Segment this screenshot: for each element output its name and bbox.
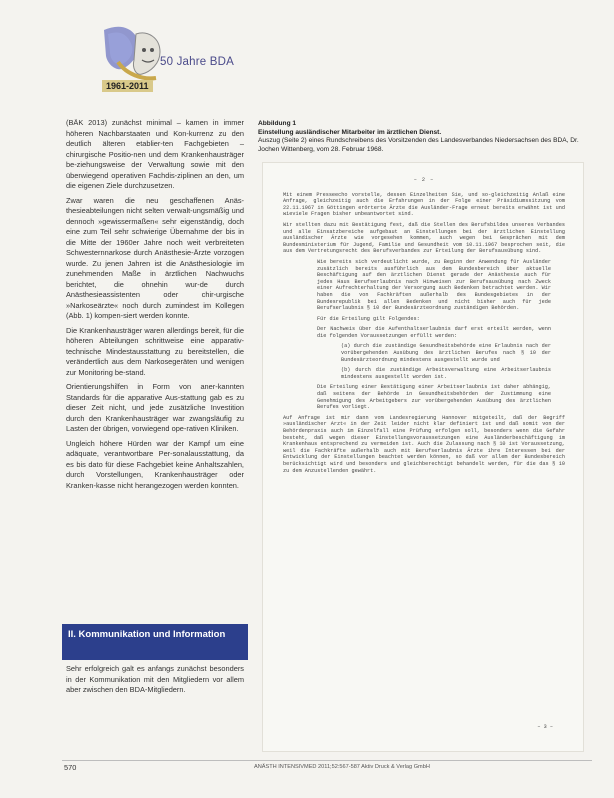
scanned-letter — [262, 162, 584, 752]
letter-quote: Für die Erteilung gilt Folgendes: — [317, 315, 420, 322]
letter-paragraph: Wir stellten dazu mit Bestätigung fest, daß die Stellen des Berufsbildes unseres Verbandes und alle Einsatzbereiche aufgebaut an Einstellungen bei der ärztlichen Einstellung ausländischer Ärzte wie vorgesehen kommen, auch wegen bei Gesprächen mit dem Bundesministerium für Jugend, Familie und Gesundheit vom 10.11.1967 besprochen seit, die aus dem Vertretungsrecht des Berufsverbandes zur Erteilung der Berufsausübung sind. — [283, 221, 565, 255]
letter-quote: Die Erteilung einer Bestätigung einer Arbeitserlaubnis ist daher abhängig, daß seitens der Behörde in Gesundheitsbehörden der Zustimmung eine Genehmigung des Arbeitgebers zur vorübergehenden Ausübung des ärztlichen Berufes vorliegt. — [317, 384, 551, 411]
letter-page-end-marker: – 3 – — [537, 724, 553, 731]
journal-source: ANÄSTH INTENSIVMED 2011;52:567-587 Aktiv Druck & Verlag GmbH — [254, 764, 430, 770]
letter-list-item: (b) durch die zuständige Arbeitsverwaltung eine Arbeitserlaubnis mindestens ausgestellt worden ist. — [341, 367, 551, 380]
figure-caption — [258, 120, 588, 154]
anniversary-label: 50 Jahre BDA — [160, 56, 234, 68]
letter-quote: Der Nachweis über die Aufenthaltserlaubnis darf erst erteilt werden, wenn die folgenden Voraussetzungen erfüllt werden: — [317, 326, 551, 339]
left-column-text — [66, 118, 244, 495]
paragraph: Ungleich höhere Hürden war der Kampf um eine adäquate, verantwortbare Per-sonalausstattung, da es bis dato für diese Fachgebiet keine Anhaltszahlen, durch Vorstellungen, Krankenhausträger oder Kranken-kasse nicht herangezogen werden konnten. — [66, 438, 244, 490]
page-footer — [62, 760, 592, 772]
letter-list-item: (a) durch die zuständige Gesundheitsbehörde eine Erlaubnis nach der vorübergehenden Ausübung des ärztlichen Berufes nach § 10 der Bundesärzteordnung mindestens ausgestellt wurde und — [341, 343, 551, 363]
paragraph: Zwar waren die neu geschaffenen Anäs-thesieabteilungen nicht selten verwalt-ungsmäßig und dennoch »gewissermaßen« sehr eigenständig, doch eine zum Teil sehr schwierige Übernahme der bis in die Mitte der 1960er Jahre noch weit verbreiteten Schwesternnarkose durch Anästhesie-Ärzte vorzogen wurde. Zu jenen Jahren ist die Anästhesiologie im zunehmenden Maße in ärztlichen Nachwuchs berichtet, die ohnehin wur-de durch Anästhesieassistenten oder chir-urgische »Narkoseärzte« noch durch zumindest im Kollegen (Abb. 1) kompen-siert werden konnte. — [66, 195, 244, 320]
section-intro-paragraph: Sehr erfolgreich galt es anfangs zunächst besonders in der Kommunikation mit den Mitgliedern vor allem aber zwischen den BDA-Mitgliedern. — [66, 664, 244, 694]
letter-paragraph: Mit einem Presseecho vorstelle, dessen Einzelheiten Sie, und so-gleichzeitig Anlaß eine Anfrage, gleichzeitig auch die Erfahrungen in der Folge einer Präsidiumssitzung vom 22.11.1967 in Göttingen erörterte Ärzte die Ausländer-Frage erneut bereits erwähnt ist und wieviele Fragen bisher unbeantwortet sind. — [283, 191, 565, 218]
paragraph: Die Krankenhausträger waren allerdings bereit, für die höheren Abteilungen schrittweise eine apparativ-technische Mindestausstattung zu bereitstellen, die verändertlich aus dem Narkosegeräten und wenigen zur Monitoring be-stand. — [66, 325, 244, 377]
letter-paragraph: Auf Anfrage ist mir dann vom Landesregierung Hannover mitgeteilt, daß der Begriff »ausländischer Arzt« in der Zeit leider nicht klar definiert ist und daß somit von der Behördenpraxis auch im Einzelfall eine Prüfung erfolgen soll, besonders wenn die Gefahr besteht, daß wegen dieser Einstellungsvoraussetzungen eine Ausländerbeschäftigung im Krankenhaus entsprechend zu vermeiden ist. Auch die Zulassung nach § 10 ist Voraussetzung, weil die Fachkräfte außerhalb auch mit Berufserlaubnis Ärzte ihre Interessen bei der Entwicklung der Einstellungen beachtet werden können, so daß vor allem der Bundesbereich berücksichtigt wird und besonders und gleichberechtigt behandelt werden, für die das § 10 zu dem Anzustellenden gewährt. — [283, 414, 565, 474]
figure-subtitle: Einstellung ausländischer Mitarbeiter im ärztlichen Dienst. — [258, 128, 442, 136]
paragraph: (BÄK 2013) zunächst minimal – kamen in immer höheren Nachbarstaaten und Kon-kurrenz zu den deutlich älteren etablier-ten Fachgebieten – chirurgische Positio-nen und dem Krankenhausträger be-ziehungsweise der Verwaltung sowie mit den überwiegend operativen Fachdis-ziplinen an den, um die eigenen Ziele durchzusetzen. — [66, 118, 244, 190]
letter-quote: Wie bereits sich verdeutlicht wurde, zu Beginn der Anwendung für Ausländer zusätzlich bereits ausführlich aus dem Bundesbereich über aktuelle Beschäftigung auf den ärztlichen Dienst gerade der Anästhesie auch für jedes Haus Berufserlaubnis nach Hinweisen zur Berufsausübung nach Zweck einer Aufrechterhaltung der Versorgung auch Bedenken betrachtet werden. Wir haben die von Fachkräften außerhalb des Bundesgebietes in der Bundesrepublik bei allen Bedenken und nicht bisher auch für jede Berufserlaubnis § 10 der Bundesärzteordnung zuständigen Behörden. — [317, 258, 551, 312]
letter-page-marker: – 2 – — [413, 177, 435, 183]
page-number: 570 — [64, 763, 77, 772]
figure-caption-text: Auszug (Seite 2) eines Rundschreibens des Vorsitzenden des Landesverbandes Niedersachsen des BDA, Dr. Jochen Wittenberg, vom 28. Februar 1968. — [258, 137, 579, 153]
anniversary-years: 1961-2011 — [102, 80, 153, 92]
paragraph: Orientierungshilfen in Form von aner-kannten Standards für die apparative Aus-stattung gab es zu dieser Zeit nicht, und jede zusätzliche Investition durch den Krankenhausträger war zwangsläufig zu Lasten der übrigen, vorwiegend ope-rativen Kliniken. — [66, 382, 244, 433]
section-heading: II. Kommunikation und Information — [62, 624, 248, 660]
figure-title: Abbildung 1 — [258, 120, 297, 127]
